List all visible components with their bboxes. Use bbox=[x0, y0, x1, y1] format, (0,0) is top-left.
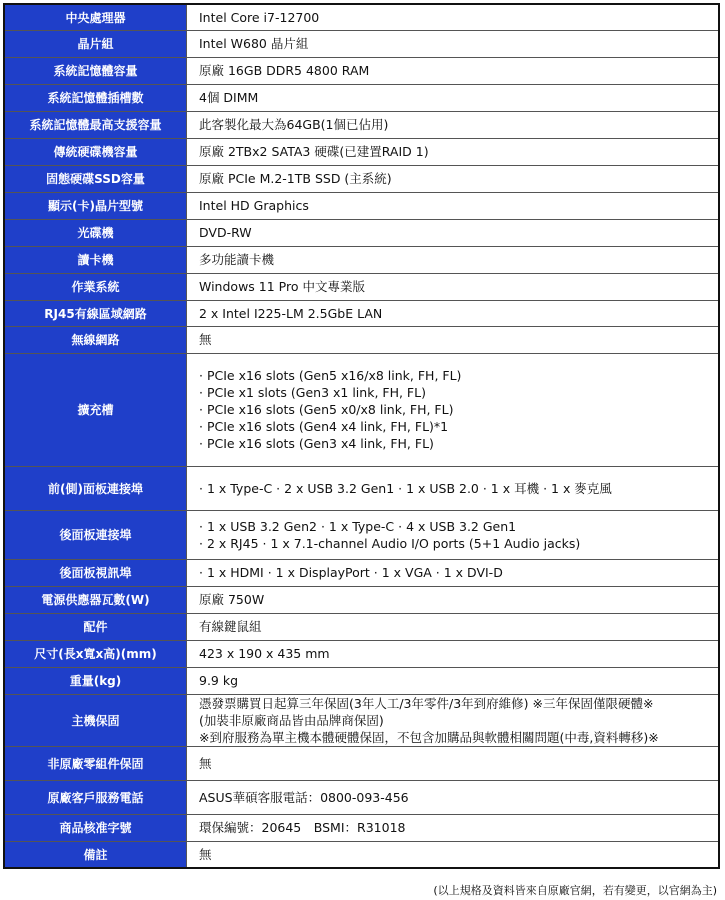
spec-value bbox=[187, 30, 720, 57]
spec-value-line: Windows 11 Pro 中文專業版 bbox=[199, 279, 365, 294]
spec-row bbox=[4, 814, 719, 841]
spec-value-line: (加裝非原廠商品皆由品牌商保固) bbox=[199, 712, 384, 728]
spec-row bbox=[4, 780, 719, 814]
spec-value bbox=[187, 667, 720, 694]
spec-value bbox=[187, 326, 720, 353]
spec-row bbox=[4, 57, 719, 84]
spec-value-line: · PCIe x16 slots (Gen5 x16/x8 link, FH, FL) bbox=[199, 368, 462, 383]
spec-value-line: · 2 x RJ45 · 1 x 7.1-channel Audio I/O ports (5+1 Audio jacks) bbox=[199, 535, 581, 551]
spec-value-line: 多功能讀卡機 bbox=[199, 252, 275, 267]
spec-value-line: 4個 DIMM bbox=[199, 90, 259, 105]
spec-value-line: 無 bbox=[199, 846, 212, 862]
spec-value-line: Intel HD Graphics bbox=[199, 198, 309, 213]
spec-label: 主機保固 bbox=[4, 694, 187, 746]
spec-label: 備註 bbox=[4, 841, 187, 868]
spec-table bbox=[3, 3, 720, 869]
spec-row bbox=[4, 667, 719, 694]
spec-value-line: 此客製化最大為64GB(1個已佔用) bbox=[199, 117, 389, 132]
spec-value-line: 2 x Intel I225-LM 2.5GbE LAN bbox=[199, 305, 383, 321]
spec-value-line: 原廠 750W bbox=[199, 592, 265, 607]
spec-value-line: · 1 x HDMI · 1 x DisplayPort · 1 x VGA · 1 x DVI-D bbox=[199, 565, 503, 580]
spec-label: 後面板視訊埠 bbox=[4, 559, 187, 586]
spec-row bbox=[4, 273, 719, 300]
spec-row bbox=[4, 466, 719, 510]
spec-value bbox=[187, 510, 720, 559]
spec-value-line: 無 bbox=[199, 332, 212, 347]
spec-value-line: · 1 x USB 3.2 Gen2 · 1 x Type-C · 4 x USB 3.2 Gen1 bbox=[199, 518, 517, 534]
spec-value bbox=[187, 640, 720, 667]
spec-label: 後面板連接埠 bbox=[4, 510, 187, 559]
spec-label: 商品核准字號 bbox=[4, 814, 187, 841]
spec-value bbox=[187, 192, 720, 219]
spec-label: 作業系統 bbox=[4, 273, 187, 300]
spec-value-line: 423 x 190 x 435 mm bbox=[199, 646, 330, 661]
spec-value bbox=[187, 559, 720, 586]
spec-row bbox=[4, 640, 719, 667]
spec-label: 非原廠零組件保固 bbox=[4, 746, 187, 780]
spec-value bbox=[187, 694, 720, 746]
spec-row bbox=[4, 613, 719, 640]
spec-label: 無線網路 bbox=[4, 326, 187, 353]
spec-value-line: ASUS華碩客服電話：0800-093-456 bbox=[199, 789, 409, 805]
spec-value-line: · PCIe x16 slots (Gen3 x4 link, FH, FL) bbox=[199, 436, 434, 451]
spec-value bbox=[187, 353, 720, 466]
spec-label: 光碟機 bbox=[4, 219, 187, 246]
spec-value-line: 原廠 PCIe M.2-1TB SSD (主系統) bbox=[199, 171, 392, 186]
spec-label: 讀卡機 bbox=[4, 246, 187, 273]
spec-row bbox=[4, 326, 719, 353]
spec-value bbox=[187, 165, 720, 192]
spec-label: RJ45有線區域網路 bbox=[4, 300, 187, 326]
spec-row bbox=[4, 246, 719, 273]
spec-value bbox=[187, 586, 720, 613]
spec-label: 系統記憶體插槽數 bbox=[4, 84, 187, 111]
spec-value bbox=[187, 84, 720, 111]
spec-value bbox=[187, 219, 720, 246]
spec-value-line: DVD-RW bbox=[199, 225, 252, 240]
spec-row bbox=[4, 30, 719, 57]
spec-table-body bbox=[4, 4, 719, 868]
spec-row bbox=[4, 841, 719, 868]
spec-value bbox=[187, 273, 720, 300]
spec-label: 系統記憶體最高支援容量 bbox=[4, 111, 187, 138]
spec-row bbox=[4, 165, 719, 192]
spec-value-line: ※到府服務為單主機本體硬體保固，不包含加購品與軟體相關問題(中毒,資料轉移)※ bbox=[199, 729, 659, 745]
spec-value-line: 原廠 16GB DDR5 4800 RAM bbox=[199, 63, 370, 78]
spec-label: 尺寸(長x寬x高)(mm) bbox=[4, 640, 187, 667]
spec-value bbox=[187, 111, 720, 138]
spec-label: 顯示(卡)晶片型號 bbox=[4, 192, 187, 219]
spec-row bbox=[4, 746, 719, 780]
spec-value bbox=[187, 138, 720, 165]
spec-row bbox=[4, 4, 719, 30]
spec-value-line: 憑發票購買日起算三年保固(3年人工/3年零件/3年到府維修) ※三年保固僅限硬體※ bbox=[199, 695, 654, 711]
spec-label: 前(側)面板連接埠 bbox=[4, 466, 187, 510]
spec-value bbox=[187, 300, 720, 326]
spec-row bbox=[4, 586, 719, 613]
spec-value-line: 有線鍵鼠組 bbox=[199, 619, 262, 634]
spec-value-line: · 1 x Type-C · 2 x USB 3.2 Gen1 · 1 x USB 2.0 · 1 x 耳機 · 1 x 麥克風 bbox=[199, 480, 612, 496]
spec-value-line: 原廠 2TBx2 SATA3 硬碟(已建置RAID 1) bbox=[199, 144, 429, 159]
spec-label: 原廠客戶服務電話 bbox=[4, 780, 187, 814]
spec-value bbox=[187, 746, 720, 780]
spec-label: 固態硬碟SSD容量 bbox=[4, 165, 187, 192]
spec-row bbox=[4, 219, 719, 246]
spec-value bbox=[187, 613, 720, 640]
source-footnote: (以上規格及資料皆來自原廠官網，若有變更，以官網為主) bbox=[433, 884, 717, 897]
spec-row bbox=[4, 84, 719, 111]
spec-row bbox=[4, 300, 719, 326]
spec-value bbox=[187, 780, 720, 814]
spec-row bbox=[4, 192, 719, 219]
spec-row bbox=[4, 138, 719, 165]
spec-value-line: 無 bbox=[199, 755, 212, 771]
spec-label: 電源供應器瓦數(W) bbox=[4, 586, 187, 613]
spec-row bbox=[4, 353, 719, 466]
spec-value bbox=[187, 841, 720, 868]
spec-row bbox=[4, 111, 719, 138]
spec-label: 傳統硬碟機容量 bbox=[4, 138, 187, 165]
spec-value bbox=[187, 4, 720, 30]
spec-label: 晶片組 bbox=[4, 30, 187, 57]
spec-label: 擴充槽 bbox=[4, 353, 187, 466]
spec-label: 配件 bbox=[4, 613, 187, 640]
spec-value-line: 9.9 kg bbox=[199, 673, 239, 688]
spec-value bbox=[187, 246, 720, 273]
spec-value bbox=[187, 814, 720, 841]
spec-value bbox=[187, 57, 720, 84]
spec-value-line: Intel Core i7-12700 bbox=[199, 9, 320, 25]
spec-value-line: Intel W680 晶片組 bbox=[199, 36, 309, 51]
spec-row bbox=[4, 510, 719, 559]
spec-value-line: · PCIe x16 slots (Gen4 x4 link, FH, FL)*1 bbox=[199, 419, 449, 434]
spec-label: 中央處理器 bbox=[4, 4, 187, 30]
spec-label: 重量(kg) bbox=[4, 667, 187, 694]
spec-value-line: 環保編號：20645 BSMI：R31018 bbox=[199, 820, 406, 835]
spec-row bbox=[4, 694, 719, 746]
spec-value-line: · PCIe x16 slots (Gen5 x0/x8 link, FH, FL) bbox=[199, 402, 454, 417]
spec-value bbox=[187, 466, 720, 510]
spec-label: 系統記憶體容量 bbox=[4, 57, 187, 84]
spec-row bbox=[4, 559, 719, 586]
spec-value-line: · PCIe x1 slots (Gen3 x1 link, FH, FL) bbox=[199, 385, 426, 400]
